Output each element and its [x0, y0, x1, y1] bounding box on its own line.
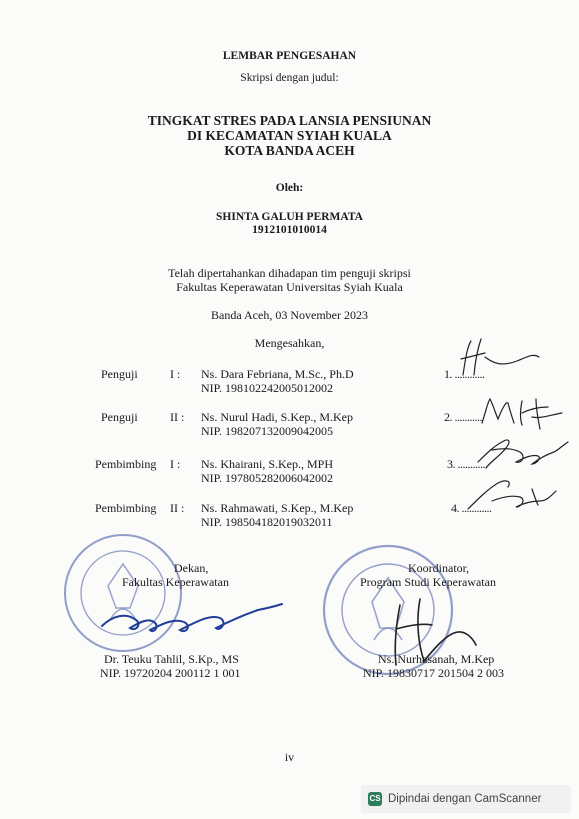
supervisor-nip: NIP. 198504182019032011 [201, 515, 333, 529]
approval-label: Mengesahkan, [254, 336, 325, 350]
coordinator-unit: Program Studi Keperawatan [360, 575, 496, 589]
examiner-nip: NIP. 198207132009042005 [201, 424, 334, 438]
camscanner-logo-icon: CS [368, 792, 382, 806]
dean-nip: NIP. 19720204 200112 1 001 [100, 666, 241, 680]
page-number: iv [284, 750, 295, 764]
dean-name: Dr. Teuku Tahlil, S.Kp., MS [104, 652, 239, 666]
signature-supervisor-2 [462, 475, 572, 520]
scanner-label: Dipindai dengan CamScanner [388, 793, 542, 805]
signature-examiner-2 [478, 393, 568, 433]
coordinator-title: Koordinator, [408, 561, 470, 575]
sheet-heading: LEMBAR PENGESAHAN [222, 50, 357, 62]
student-id: 1912101010014 [252, 224, 327, 236]
defense-line-1: Telah dipertahankan dihadapan tim penguji skripsi [168, 266, 411, 280]
dean-title: Dekan, [174, 561, 209, 575]
coordinator-name: Ns. Nurhasanah, M.Kep [378, 652, 495, 666]
examiner-number: I : [170, 367, 181, 381]
signature-line: 4. ............ [451, 501, 492, 515]
thesis-title-line-3: KOTA BANDA ACEH [224, 143, 355, 158]
author-name: SHINTA GALUH PERMATA [216, 211, 363, 223]
examiner-role: Penguji [101, 367, 138, 381]
signature-line: 3. ........... [447, 457, 485, 471]
scanner-watermark [361, 785, 571, 813]
thesis-title-line-1: TINGKAT STRES PADA LANSIA PENSIUNAN [147, 113, 432, 128]
examiner-nip: NIP. 198102242005012002 [201, 381, 334, 395]
by-label: Oleh: [275, 182, 304, 194]
supervisor-name: Ns. Rahmawati, S.Kep., M.Kep [201, 501, 354, 515]
place-date: Banda Aceh, 03 November 2023 [211, 308, 368, 322]
supervisor-number: I : [170, 457, 181, 471]
dean-unit: Fakultas Keperawatan [122, 575, 229, 589]
signature-supervisor-1 [472, 432, 577, 477]
examiner-name: Ns. Dara Febriana, M.Sc., Ph.D [201, 367, 354, 381]
supervisor-number: II : [170, 501, 185, 515]
signature-line: 2. ........... [444, 410, 482, 424]
supervisor-role: Pembimbing [95, 457, 157, 471]
signature-line: 1. ............ [444, 367, 485, 381]
supervisor-nip: NIP. 197805282006042002 [201, 471, 334, 485]
supervisor-role: Pembimbing [95, 501, 157, 515]
signature-dean [96, 596, 286, 646]
thesis-title-line-2: DI KECAMATAN SYIAH KUALA [187, 128, 392, 143]
sheet-subheading: Skripsi dengan judul: [240, 72, 339, 84]
signature-examiner-1 [455, 337, 555, 382]
examiner-number: II : [170, 410, 185, 424]
examiner-name: Ns. Nurul Hadi, S.Kep., M.Kep [201, 410, 353, 424]
examiner-role: Penguji [101, 410, 138, 424]
coordinator-nip: NIP. 19830717 201504 2 003 [363, 666, 505, 680]
defense-line-2: Fakultas Keperawatan Universitas Syiah Kuala [176, 280, 403, 294]
supervisor-name: Ns. Khairani, S.Kep., MPH [201, 457, 333, 471]
